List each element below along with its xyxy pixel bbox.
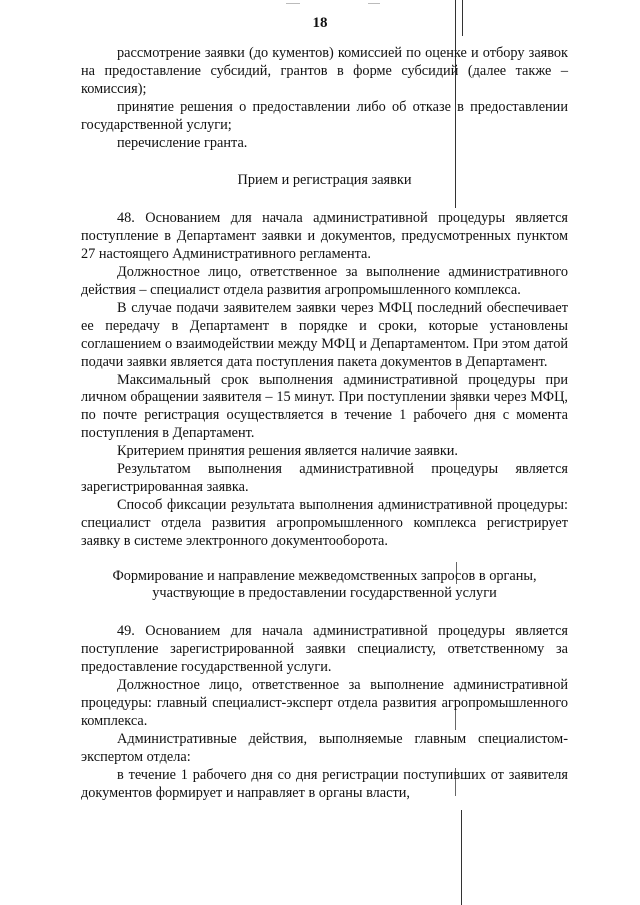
- paragraph-48-recording: Способ фиксации результата выполнения административной процедуры: специалист отдела развития агропромышленного комплекса регистрирует заявку в системе электронного документооборота.: [81, 496, 568, 549]
- paragraph-48-result: Результатом выполнения административной процедуры является зарегистрированная заявка.: [81, 461, 568, 495]
- paragraph-49-actions: Административные действия, выполняемые главным специалистом-экспертом отдела:: [81, 730, 568, 765]
- paragraph-48-criterion: Критерием принятия решения является наличие заявки.: [117, 443, 458, 460]
- paragraph-48-deadline: Максимальный срок выполнения административной процедуры при личном обращении заявителя – 15 минут. При поступлении заявки через МФЦ, по почте регистрация осуществляется в течение 1 рабочего дня с момента поступления в Департамент.: [81, 371, 568, 442]
- heading-line-1: Формирование и направление межведомственных запросов в органы,: [112, 567, 537, 584]
- list-item-grant-transfer: перечисление гранта.: [117, 134, 248, 151]
- scan-artifact-vertical-line-3: [461, 810, 462, 905]
- paragraph-49-official: Должностное лицо, ответственное за выполнение административной процедуры: главный специалист-эксперт отдела развития агропромышленного комплекса.: [81, 677, 568, 729]
- section-heading-reception: Прием и регистрация заявки: [237, 172, 412, 189]
- list-item-decision: принятие решения о предоставлении либо об отказе в предоставлении государственной услуги;: [81, 98, 568, 133]
- list-item-review: рассмотрение заявки (до кументов) комиссией по оценке и отбору заявок на предоставление субсидий, грантов в форме субсидий (далее также – комиссия);: [81, 45, 568, 97]
- paragraph-48-basis: 48. Основанием для начала административной процедуры является поступление в Департамент заявки и документов, предусмотренных пунктом 27 настоящего Административного регламента.: [81, 210, 568, 263]
- paragraph-49-within-day: в течение 1 рабочего дня со дня регистрации поступивших от заявителя документов формирует и направляет в органы власти,: [81, 766, 568, 801]
- heading-line-2: участвующие в предоставлении государственной услуги: [152, 585, 497, 602]
- document-body: [81, 45, 568, 802]
- page-number: 18: [312, 15, 328, 31]
- scan-artifact-top-right: [368, 3, 380, 4]
- paragraph-48-official: Должностное лицо, ответственное за выполнение административного действия – специалист отдела развития агропромышленного комплекса.: [81, 264, 568, 298]
- scan-artifact-top-left: [286, 3, 300, 4]
- paragraph-49-basis: 49. Основанием для начала административной процедуры является поступление зарегистрированной заявки специалисту, ответственному за предоставление государственной услуги.: [81, 623, 568, 676]
- paragraph-48-mfc: В случае подачи заявителем заявки через МФЦ последний обеспечивает ее передачу в Департамент в порядке и сроки, которые установлены соглашением о взаимодействии между МФЦ и Департаментом. При этом датой подачи заявки является дата поступления пакета документов в Департамент.: [81, 299, 568, 370]
- section-heading-interagency-requests: [81, 568, 568, 604]
